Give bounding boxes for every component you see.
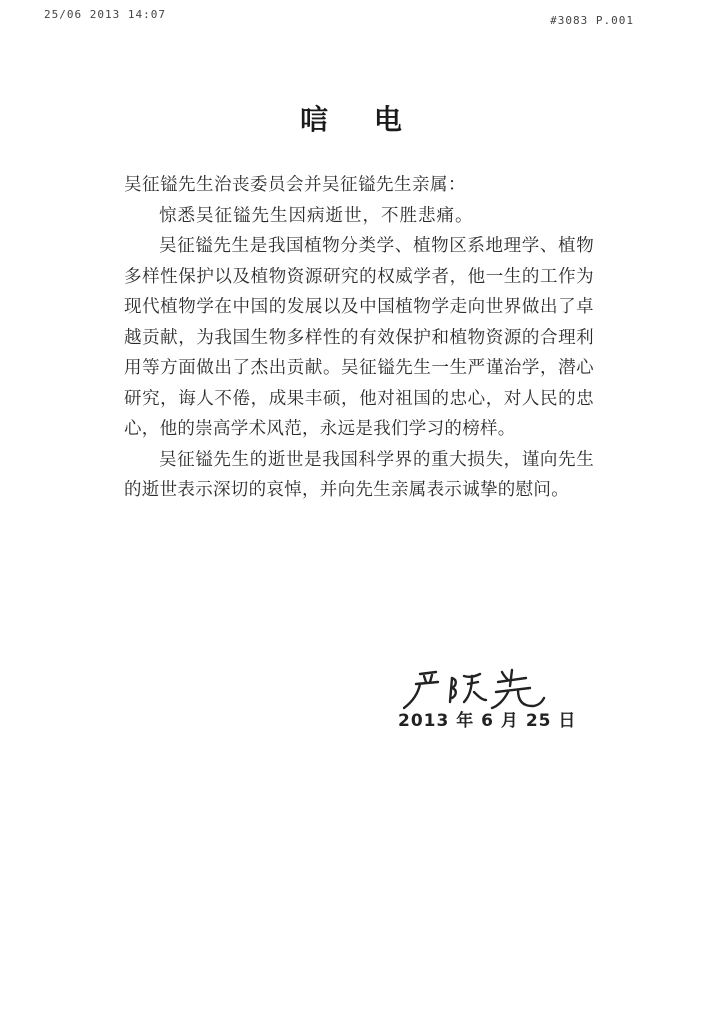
paragraph-2: 吴征镒先生是我国植物分类学、植物区系地理学、植物多样性保护以及植物资源研究的权威学者，他一生的工作为现代植物学在中国的发展以及中国植物学走向世界做出了卓越贡献，为我国生物多样性的有效保护和植物资源的合理利用等方面做出了杰出贡献。吴征镒先生一生严谨治学，潜心研究，诲人不倦，成果丰硕，他对祖国的忠心，对人民的忠心，他的崇高学术风范，永远是我们学习的榜样。	[124, 236, 594, 439]
paragraph-3: 吴征镒先生的逝世是我国科学界的重大损失，谨向先生的逝世表示深切的哀悼，并向先生亲属表示诚挚的慰问。	[124, 449, 594, 500]
document-title: 唁 电	[300, 103, 420, 136]
fax-page-id: #3083 P.001	[550, 14, 634, 27]
fax-header	[0, 8, 720, 30]
handwritten-signature	[398, 662, 558, 712]
paragraph-1: 惊悉吴征镒先生因病逝世，不胜悲痛。	[159, 205, 474, 226]
letter-body	[124, 170, 594, 506]
letter-date: 2013 年 6 月 25 日	[398, 711, 577, 731]
fax-timestamp: 25/06 2013 14:07	[44, 8, 166, 21]
salutation: 吴征镒先生治丧委员会并吴征镒先生亲属：	[124, 175, 466, 195]
signature-drawing	[398, 662, 558, 712]
